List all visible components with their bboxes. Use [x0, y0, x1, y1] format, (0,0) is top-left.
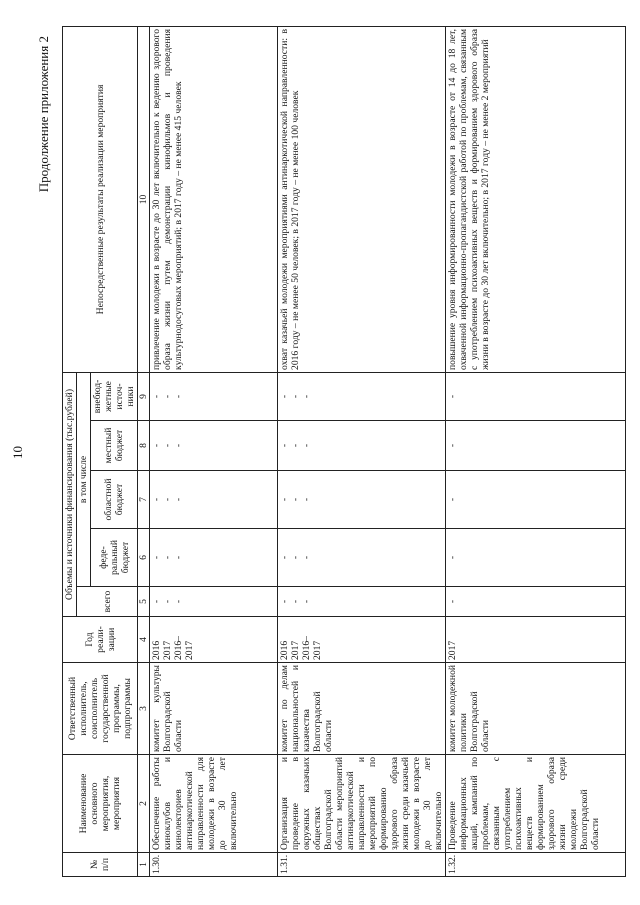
amount-value: - — [447, 555, 458, 560]
amount-value: - — [279, 497, 290, 502]
year-value: 2016 — [151, 640, 162, 660]
amount-value: - — [290, 394, 301, 399]
header-extra: внебюд-жетные источ-ники — [91, 372, 138, 420]
local-cell — [150, 421, 278, 471]
col-index: 3 — [138, 663, 150, 755]
amount-value: - — [279, 555, 290, 560]
extra-cell — [446, 372, 626, 420]
page-number: 10 — [10, 446, 25, 459]
amount-value: - — [279, 394, 290, 399]
amount-value: - — [447, 443, 458, 448]
year-cell — [150, 617, 278, 663]
amount-value: - — [151, 599, 162, 604]
amount-value: - — [162, 555, 173, 560]
year-value: 2017 — [447, 640, 458, 660]
col-index: 2 — [138, 755, 150, 853]
event-name: Организация и проведение в окружных казачьих обществах Волгоградской области мероприятий антинаркотической направленности и мероприятий по формированию здорового образа жизни среди казачьей молодежи в возрасте до 30 лет включительно — [278, 755, 446, 853]
row-number: 1.31. — [278, 853, 446, 877]
annex-title: Продолжение приложения 2 — [36, 36, 51, 193]
amount-value: - — [290, 599, 301, 604]
col-index: 1 — [138, 853, 150, 877]
amount-value: - — [173, 599, 184, 604]
amount-value: - — [151, 394, 162, 399]
executor: комитет культуры Волгоградской области — [150, 663, 278, 755]
result-text: повышение уровня информированности молодежи в возрасте от 14 до 18 лет, охваченной информационно-пропагандистской работой по проблемам, связанным с употреблением психоактивных веществ и формированием здорового образа жизни в возрасте до 30 лет включительно; в 2017 году – не менее 2 мероприятий — [446, 26, 626, 372]
year-value: 2016 — [279, 640, 290, 660]
year-value: 2016–2017 — [173, 636, 195, 660]
amount-value: - — [279, 443, 290, 448]
header-regional: областной бюджет — [91, 471, 138, 529]
header-funding: Объемы и источники финансирования (тыс.рублей) — [63, 372, 77, 616]
regional-cell — [150, 471, 278, 529]
row-number: 1.32. — [446, 853, 626, 877]
amount-value: - — [279, 599, 290, 604]
amount-value: - — [290, 555, 301, 560]
local-cell — [446, 421, 626, 471]
col-index: 7 — [138, 471, 150, 529]
header-federal: феде-ральный бюджет — [91, 529, 138, 587]
event-name: Проведение информационных акций, кампаний по проблемам, связанным с употреблением психоактивных веществ и формированием здорового образа жизни среди молодежи Волгоградской области — [446, 755, 626, 853]
local-cell — [278, 421, 446, 471]
table-row — [150, 26, 278, 876]
header-incl: в том числе — [77, 372, 91, 586]
amount-value: - — [447, 497, 458, 502]
result-text: привлечение молодежи в возрасте до 30 лет включительно к ведению здорового образа жизни путем демонстрации кинофильмов и проведения культурнодосуговых мероприятий; в 2017 году – не менее 415 человек — [150, 26, 278, 372]
col-index: 9 — [138, 372, 150, 420]
amount-value: - — [162, 443, 173, 448]
amount-value: - — [301, 394, 312, 399]
amount-value: - — [162, 394, 173, 399]
regional-cell — [278, 471, 446, 529]
table-row — [446, 26, 626, 876]
year-value: 2016–2017 — [301, 636, 323, 660]
column-index-row — [138, 26, 150, 876]
header-event: Наименование основного мероприятия, мероприятия — [63, 755, 138, 853]
amount-value: - — [162, 497, 173, 502]
amount-value: - — [447, 599, 458, 604]
amount-value: - — [301, 599, 312, 604]
amount-value: - — [151, 555, 162, 560]
header-total: всего — [77, 587, 138, 617]
amount-value: - — [162, 599, 173, 604]
col-index: 4 — [138, 617, 150, 663]
row-number: 1.30. — [150, 853, 278, 877]
header-local: местный бюджет — [91, 421, 138, 471]
federal-cell — [446, 529, 626, 587]
amount-value: - — [151, 443, 162, 448]
col-index: 8 — [138, 421, 150, 471]
col-index: 10 — [138, 26, 150, 372]
amount-value: - — [173, 497, 184, 502]
year-cell — [446, 617, 626, 663]
executor: комитет по делам национальностей и казачества Волгоградской области — [278, 663, 446, 755]
amount-value: - — [301, 443, 312, 448]
measures-table — [62, 26, 626, 877]
extra-cell — [278, 372, 446, 420]
amount-value: - — [301, 497, 312, 502]
year-value: 2017 — [162, 640, 173, 660]
federal-cell — [150, 529, 278, 587]
regional-cell — [446, 471, 626, 529]
federal-cell — [278, 529, 446, 587]
amount-value: - — [301, 555, 312, 560]
table-row — [278, 26, 446, 876]
event-name: Обеспечение работы киноклубов и кинолекториев антинаркотической направленности для молодежи в возрасте до 30 лет включительно — [150, 755, 278, 853]
result-text: охват казачьей молодежи мероприятиями антинаркотической направленности: в 2016 году – не менее 50 человек; в 2017 году – не менее 100 человек — [278, 26, 446, 372]
header-executor: Ответственный исполнитель, соисполнитель государственной программы, подпрограммы — [63, 663, 138, 755]
total-cell — [278, 587, 446, 617]
header-num: № п/п — [63, 853, 138, 877]
year-value: 2017 — [290, 640, 301, 660]
amount-value: - — [173, 394, 184, 399]
amount-value: - — [290, 497, 301, 502]
amount-value: - — [447, 394, 458, 399]
executor: комитет молодежной политики Волгоградской области — [446, 663, 626, 755]
amount-value: - — [290, 443, 301, 448]
col-index: 5 — [138, 587, 150, 617]
header-year: Год реали-зации — [63, 617, 138, 663]
col-index: 6 — [138, 529, 150, 587]
header-results: Непосредственные результаты реализации мероприятия — [63, 26, 138, 372]
year-cell — [278, 617, 446, 663]
amount-value: - — [173, 443, 184, 448]
extra-cell — [150, 372, 278, 420]
amount-value: - — [151, 497, 162, 502]
total-cell — [150, 587, 278, 617]
amount-value: - — [173, 555, 184, 560]
total-cell — [446, 587, 626, 617]
